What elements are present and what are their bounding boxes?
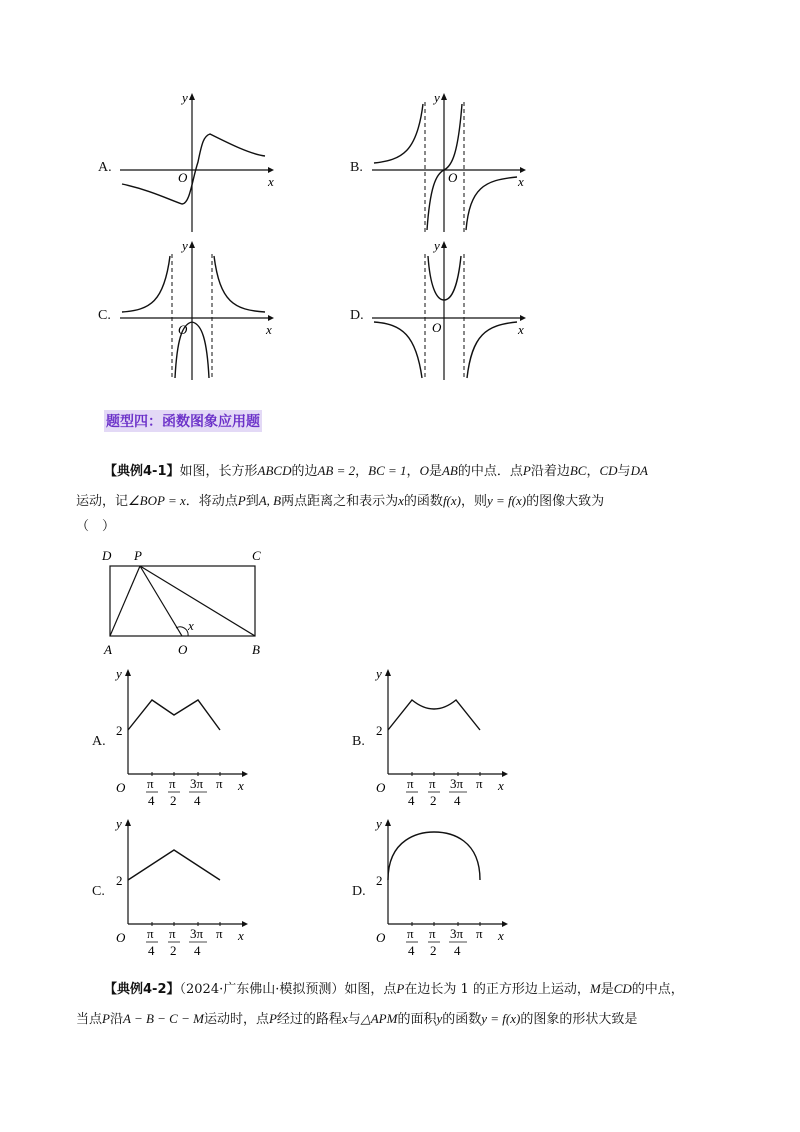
example-1-line-1: 【典例4-1】如图，长方形ABCD的边AB = 2，BC = 1，O是AB的中点．点P沿着边BC，CD与DA [104,463,648,479]
origin-label: O [448,170,458,185]
y-label: y [434,238,440,253]
y-label: y [116,816,122,831]
option-b-graph [372,92,532,232]
option-d-svg [372,240,532,380]
x-label: x [518,174,524,189]
tick-pi-3: 3π [450,926,464,941]
point-b: B [252,642,260,657]
tick-pi-1: π [147,926,154,941]
tick-pi-1: π [407,926,414,941]
curve [388,700,480,730]
y-axis-arrow [189,241,195,248]
tick-den-1: 4 [408,793,415,808]
x-label: x [498,928,504,943]
y-label: y [182,238,188,253]
option-d2-svg [372,818,512,958]
y-tick-2: 2 [376,873,383,888]
curve [388,832,480,880]
tick-pi-2: π [429,776,436,791]
rectangle-figure [100,548,270,664]
tick-den-3: 4 [194,793,201,808]
tick-pi-4: π [216,926,223,941]
x-label: x [268,174,274,189]
x-axis-arrow [520,167,526,173]
origin-label: O [432,320,442,335]
option-d-label: D. [350,308,364,323]
option-b-graph-2 [372,668,512,808]
option-b-label-2: B. [352,734,365,749]
tick-pi-2: π [429,926,436,941]
x-label: x [266,322,272,337]
example-2-source: （2024·广东佛山·模拟预测） [179,982,345,997]
y-label: y [376,816,382,831]
option-a-graph-2 [112,668,252,808]
y-tick-2: 2 [116,873,123,888]
tick-den-2: 2 [170,793,177,808]
option-c-label-2: C. [92,884,105,899]
x-label: x [238,928,244,943]
tick-pi-2: π [169,926,176,941]
option-d-graph-2 [372,818,512,958]
tick-pi-3: 3π [190,776,204,791]
option-b-label: B. [350,160,363,175]
tick-pi-4: π [476,926,483,941]
y-tick-2: 2 [116,723,123,738]
y-label: y [434,90,440,105]
option-d-graph [372,240,532,380]
x-axis-arrow [242,771,248,777]
option-c-label: C. [98,308,111,323]
point-c: C [252,548,261,563]
x-label: x [498,778,504,793]
tick-den-2: 2 [170,943,177,958]
curve [128,700,220,730]
option-d-label-2: D. [352,884,366,899]
point-o: O [178,642,188,657]
tick-pi-1: π [147,776,154,791]
tick-den-3: 4 [454,943,461,958]
segment-ap [110,566,140,636]
x-axis-arrow [502,921,508,927]
example-1-line-2: 运动，记∠BOP = x．将动点P到A, B两点距离之和表示为x的函数f(x)，则y = f(x)的图像大致为 [76,493,605,509]
x-axis-arrow [242,921,248,927]
tick-pi-3: 3π [190,926,204,941]
rectangle-svg [100,548,270,660]
curve-right [466,177,517,230]
origin-label: O [116,780,126,795]
y-label: y [376,666,382,681]
y-axis-arrow [125,819,131,826]
option-c-graph [120,240,280,380]
x-label: x [518,322,524,337]
y-axis-arrow [125,669,131,676]
x-axis-arrow [502,771,508,777]
option-a-label: A. [98,160,112,175]
origin-label: O [116,930,126,945]
tick-pi-4: π [216,776,223,791]
y-axis-arrow [189,93,195,100]
example-2-line-2: 当点P沿A − B − C − M运动时，点P经过的路程x与△APM的面积y的函数y = f(x)的图象的形状大致是 [76,1011,638,1027]
x-axis-arrow [268,315,274,321]
origin-label: O [376,930,386,945]
tick-den-1: 4 [408,943,415,958]
y-label: y [116,666,122,681]
tick-pi-1: π [407,776,414,791]
point-p: P [134,548,142,563]
y-tick-2: 2 [376,723,383,738]
tick-den-2: 2 [430,793,437,808]
tick-den-1: 4 [148,793,155,808]
curve-left [374,104,423,163]
example-2-tag: 【典例4-2】 [104,982,180,997]
origin-label: O [178,170,188,185]
option-b2-svg [372,668,512,808]
example-2-line-1: 【典例4-2】（2024·广东佛山·模拟预测）如图，点P在边长为 1 的正方形边上运动，M是CD的中点， [104,981,684,997]
y-axis-arrow [385,669,391,676]
option-b-svg [372,92,532,232]
curve [122,134,265,204]
angle-x-label: x [188,618,194,633]
segment-po [140,566,182,636]
y-axis-arrow [441,93,447,100]
option-c2-svg [112,818,252,958]
option-c-svg [120,240,280,380]
rectangle-abcd [110,566,255,636]
tick-den-1: 4 [148,943,155,958]
segment-pb [140,566,255,636]
option-a-svg [120,92,280,232]
tick-pi-4: π [476,776,483,791]
option-c-graph-2 [112,818,252,958]
curve [128,850,220,880]
y-axis-arrow [441,241,447,248]
y-label: y [182,90,188,105]
tick-pi-3: 3π [450,776,464,791]
section-heading: 题型四：函数图象应用题 [104,410,262,432]
point-a: A [104,642,112,657]
curve-right [214,256,265,312]
curve-right [467,322,517,378]
option-a-label-2: A. [92,734,106,749]
curve-left [122,256,170,312]
x-axis-arrow [520,315,526,321]
tick-pi-2: π [169,776,176,791]
curve-left [374,322,422,378]
point-d: D [102,548,112,563]
x-label: x [238,778,244,793]
origin-label: O [376,780,386,795]
tick-den-3: 4 [454,793,461,808]
option-a2-svg [112,668,252,808]
example-1-answer-blank: （ ） [76,519,116,534]
option-a-graph [120,92,280,232]
x-axis-arrow [268,167,274,173]
tick-den-3: 4 [194,943,201,958]
example-1-tag: 【典例4-1】 [104,464,180,479]
y-axis-arrow [385,819,391,826]
tick-den-2: 2 [430,943,437,958]
origin-label: O [178,322,188,337]
